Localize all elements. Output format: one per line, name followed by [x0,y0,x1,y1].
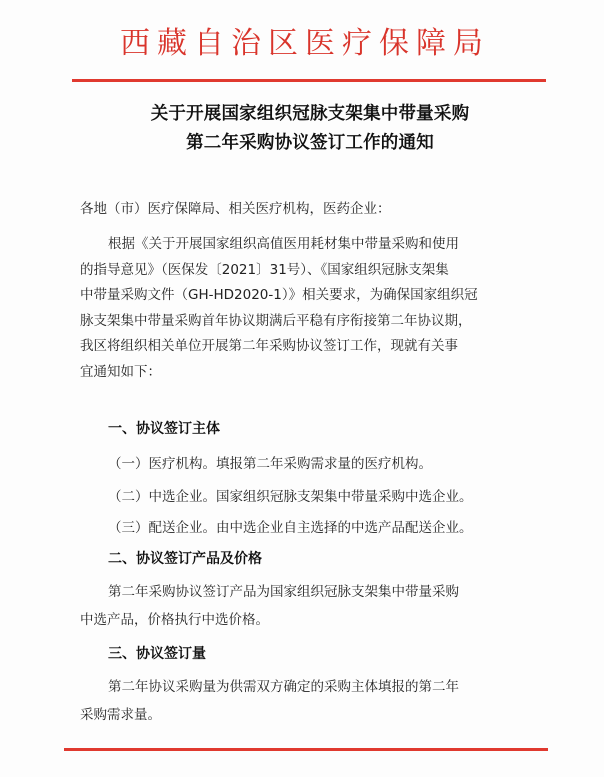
title-line-1: 关于开展国家组织冠脉支架集中带量采购 [150,104,470,124]
intro-line: 脉支架集中带量采购首年协议期满后平稳有序衔接第二年协议期， [80,312,472,329]
salutation: 各地（市）医疗保障局、相关医疗机构，医药企业： [80,201,391,217]
intro-line: 的指导意见》（医保发〔2021〕31号）、《国家组织冠脉支架集 [80,261,449,278]
letterhead-org-name: 西藏自治区医疗保障局 [120,26,490,61]
intro-line: 根据《关于开展国家组织高值医用耗材集中带量采购和使用 [108,236,459,252]
section-1-item: （二）中选企业。国家组织冠脉支架集中带量采购中选企业。 [108,489,473,505]
letterhead-red-rule [72,79,546,82]
section-1-item: （一）医疗机构。填报第二年采购需求量的医疗机构。 [108,456,432,472]
section-1-item: （三）配送企业。由中选企业自主选择的中选产品配送企业。 [108,520,473,536]
intro-paragraph [80,232,548,386]
intro-line: 我区将组织相关单位开展第二年采购协议签订工作，现就有关事 [80,338,458,355]
section-heading-1: 一、协议签订主体 [108,421,220,437]
section-2-paragraph [80,578,548,634]
footer-red-rule [64,748,548,751]
section-heading-3: 三、协议签订量 [108,646,206,662]
document-title [70,100,550,158]
section-3-paragraph [80,673,548,729]
section-3-line: 第二年协议采购量为供需双方确定的采购主体填报的第二年 [108,679,459,695]
intro-line: 中带量采购文件（GH-HD2020-1）》相关要求，为确保国家组织冠 [80,287,478,304]
section-heading-2: 二、协议签订产品及价格 [108,551,262,567]
title-line-2: 第二年采购协议签订工作的通知 [186,133,434,153]
section-2-line: 第二年采购协议签订产品为国家组织冠脉支架集中带量采购 [108,584,459,600]
section-2-line: 中选产品，价格执行中选价格。 [80,612,269,628]
intro-line: 宜通知如下： [80,363,161,380]
section-3-line: 采购需求量。 [80,707,161,723]
